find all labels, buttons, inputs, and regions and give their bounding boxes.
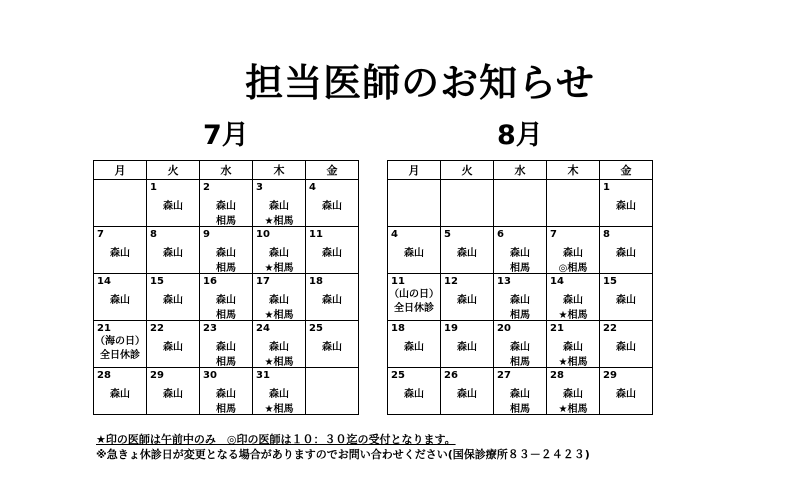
day-number: 4 bbox=[309, 182, 316, 193]
calendar-week-row bbox=[388, 180, 653, 227]
calendar-cell bbox=[200, 180, 253, 227]
doctor-primary: 森山 bbox=[510, 295, 530, 306]
calendar-week-row bbox=[94, 321, 359, 368]
doctor-primary: 森山 bbox=[110, 389, 130, 400]
day-number: 23 bbox=[203, 323, 217, 334]
weekday-header: 金 bbox=[600, 161, 653, 180]
calendar-cell bbox=[441, 274, 494, 321]
doctor-secondary: ★相馬 bbox=[558, 404, 588, 415]
calendar-cell bbox=[200, 227, 253, 274]
doctor-primary: 森山 bbox=[404, 248, 424, 259]
doctor-secondary: 相馬 bbox=[216, 216, 236, 227]
calendar-july bbox=[93, 160, 359, 415]
footer-note-contact: ※急きょ休診日が変更となる場合がありますのでお問い合わせください(国保診療所８３－２４２３) bbox=[96, 448, 590, 461]
day-number: 18 bbox=[391, 323, 405, 334]
calendar-cell bbox=[388, 321, 441, 368]
doctor-primary: 森山 bbox=[216, 201, 236, 212]
calendar-cell bbox=[494, 274, 547, 321]
doctor-primary: 森山 bbox=[110, 248, 130, 259]
doctor-primary: 森山 bbox=[563, 295, 583, 306]
calendar-week-row bbox=[94, 368, 359, 415]
calendar-cell bbox=[547, 274, 600, 321]
doctor-primary: 森山 bbox=[216, 248, 236, 259]
calendar-cell bbox=[94, 227, 147, 274]
doctor-primary: 森山 bbox=[269, 389, 289, 400]
day-number: 25 bbox=[391, 370, 405, 381]
day-number: 16 bbox=[203, 276, 217, 287]
calendar-cell bbox=[494, 368, 547, 415]
calendar-cell bbox=[253, 180, 306, 227]
day-number: 19 bbox=[444, 323, 458, 334]
day-number: 6 bbox=[497, 229, 504, 240]
doctor-primary: 森山 bbox=[322, 295, 342, 306]
day-number: 11 bbox=[309, 229, 323, 240]
calendar-august bbox=[387, 160, 653, 415]
day-number: 22 bbox=[150, 323, 164, 334]
doctor-primary: 森山 bbox=[563, 248, 583, 259]
doctor-primary: 森山 bbox=[322, 201, 342, 212]
calendar-cell bbox=[547, 227, 600, 274]
calendar-cell bbox=[600, 321, 653, 368]
calendar-cell bbox=[494, 321, 547, 368]
calendar-cell bbox=[147, 227, 200, 274]
calendar-cell bbox=[200, 321, 253, 368]
day-number: 12 bbox=[444, 276, 458, 287]
doctor-secondary: 相馬 bbox=[510, 263, 530, 274]
calendar-cell bbox=[547, 368, 600, 415]
doctor-primary: 森山 bbox=[510, 389, 530, 400]
weekday-header: 金 bbox=[306, 161, 359, 180]
doctor-primary: 森山 bbox=[510, 342, 530, 353]
holiday-note-line: 全日休診 bbox=[100, 350, 140, 361]
day-number: 1 bbox=[150, 182, 157, 193]
day-number: 1 bbox=[603, 182, 610, 193]
day-number: 4 bbox=[391, 229, 398, 240]
doctor-secondary: ★相馬 bbox=[264, 404, 294, 415]
doctor-primary: 森山 bbox=[404, 342, 424, 353]
doctor-primary: 森山 bbox=[269, 295, 289, 306]
calendar-cell bbox=[600, 274, 653, 321]
calendar-cell bbox=[441, 368, 494, 415]
calendar-cell bbox=[147, 368, 200, 415]
doctor-primary: 森山 bbox=[269, 342, 289, 353]
doctor-secondary: ★相馬 bbox=[264, 263, 294, 274]
day-number: 8 bbox=[150, 229, 157, 240]
calendar-cell bbox=[94, 321, 147, 368]
doctor-primary: 森山 bbox=[616, 201, 636, 212]
doctor-primary: 森山 bbox=[510, 248, 530, 259]
day-number: 17 bbox=[256, 276, 270, 287]
calendar-cell bbox=[306, 274, 359, 321]
doctor-secondary: 相馬 bbox=[216, 263, 236, 274]
day-number: 7 bbox=[97, 229, 104, 240]
calendar-cell bbox=[147, 180, 200, 227]
day-number: 13 bbox=[497, 276, 511, 287]
doctor-secondary: ★相馬 bbox=[264, 216, 294, 227]
calendar-cell bbox=[94, 274, 147, 321]
calendar-cell bbox=[547, 180, 600, 227]
day-number: 28 bbox=[97, 370, 111, 381]
calendar-cell bbox=[94, 368, 147, 415]
day-number: 2 bbox=[203, 182, 210, 193]
doctor-primary: 森山 bbox=[457, 342, 477, 353]
doctor-primary: 森山 bbox=[457, 248, 477, 259]
calendar-cell bbox=[306, 227, 359, 274]
calendar-cell bbox=[388, 274, 441, 321]
calendar-cell bbox=[388, 368, 441, 415]
day-number: 14 bbox=[97, 276, 111, 287]
doctor-primary: 森山 bbox=[616, 295, 636, 306]
doctor-primary: 森山 bbox=[216, 342, 236, 353]
day-number: 24 bbox=[256, 323, 270, 334]
day-number: 28 bbox=[550, 370, 564, 381]
day-number: 22 bbox=[603, 323, 617, 334]
calendar-week-row bbox=[388, 227, 653, 274]
doctor-primary: 森山 bbox=[322, 248, 342, 259]
doctor-secondary: 相馬 bbox=[216, 357, 236, 368]
doctor-primary: 森山 bbox=[163, 389, 183, 400]
doctor-primary: 森山 bbox=[163, 295, 183, 306]
holiday-note-line: （山の日） bbox=[389, 289, 439, 300]
calendar-cell bbox=[253, 321, 306, 368]
calendar-cell bbox=[253, 274, 306, 321]
doctor-secondary: 相馬 bbox=[510, 310, 530, 321]
calendar-cell bbox=[441, 227, 494, 274]
day-number: 3 bbox=[256, 182, 263, 193]
doctor-primary: 森山 bbox=[269, 201, 289, 212]
doctor-primary: 森山 bbox=[110, 295, 130, 306]
calendar-cell bbox=[388, 227, 441, 274]
doctor-primary: 森山 bbox=[616, 342, 636, 353]
doctor-secondary: ★相馬 bbox=[558, 357, 588, 368]
day-number: 31 bbox=[256, 370, 270, 381]
doctor-primary: 森山 bbox=[616, 248, 636, 259]
day-number: 10 bbox=[256, 229, 270, 240]
calendar-cell bbox=[253, 227, 306, 274]
calendar-cell bbox=[494, 180, 547, 227]
calendar-cell bbox=[94, 180, 147, 227]
doctor-secondary: ◎相馬 bbox=[558, 263, 588, 274]
doctor-primary: 森山 bbox=[457, 389, 477, 400]
weekday-header: 月 bbox=[94, 161, 147, 180]
day-number: 9 bbox=[203, 229, 210, 240]
holiday-note bbox=[388, 288, 440, 316]
calendar-week-row bbox=[94, 180, 359, 227]
weekday-header: 水 bbox=[200, 161, 253, 180]
page-title: 担当医師のお知らせ bbox=[245, 61, 595, 105]
day-number: 21 bbox=[550, 323, 564, 334]
holiday-note bbox=[94, 335, 146, 363]
calendar-cell bbox=[306, 368, 359, 415]
calendar-week-row bbox=[388, 321, 653, 368]
month-title-july: 7月 bbox=[203, 120, 249, 151]
doctor-secondary: ★相馬 bbox=[558, 310, 588, 321]
calendar-cell bbox=[253, 368, 306, 415]
calendar-cell bbox=[600, 180, 653, 227]
calendar-cell bbox=[147, 321, 200, 368]
calendar-cell bbox=[600, 227, 653, 274]
calendar-week-row bbox=[388, 274, 653, 321]
day-number: 18 bbox=[309, 276, 323, 287]
day-number: 30 bbox=[203, 370, 217, 381]
calendar-week-row bbox=[94, 274, 359, 321]
doctor-primary: 森山 bbox=[269, 248, 289, 259]
weekday-header: 水 bbox=[494, 161, 547, 180]
month-title-august: 8月 bbox=[497, 120, 543, 151]
calendar-cell bbox=[388, 180, 441, 227]
doctor-secondary: 相馬 bbox=[510, 357, 530, 368]
doctor-primary: 森山 bbox=[216, 295, 236, 306]
doctor-primary: 森山 bbox=[563, 389, 583, 400]
calendar-cell bbox=[200, 274, 253, 321]
day-number: 26 bbox=[444, 370, 458, 381]
doctor-primary: 森山 bbox=[457, 295, 477, 306]
day-number: 5 bbox=[444, 229, 451, 240]
day-number: 25 bbox=[309, 323, 323, 334]
day-number: 7 bbox=[550, 229, 557, 240]
holiday-note-line: 全日休診 bbox=[394, 303, 434, 314]
doctor-primary: 森山 bbox=[163, 342, 183, 353]
doctor-secondary: 相馬 bbox=[216, 404, 236, 415]
weekday-header: 火 bbox=[147, 161, 200, 180]
day-number: 29 bbox=[150, 370, 164, 381]
footer-note-marks: ★印の医師は午前中のみ ◎印の医師は１０：３０迄の受付となります。 bbox=[96, 433, 456, 446]
calendar-week-row bbox=[388, 368, 653, 415]
day-number: 15 bbox=[150, 276, 164, 287]
day-number: 21 bbox=[97, 323, 111, 334]
calendar-cell bbox=[200, 368, 253, 415]
weekday-header: 木 bbox=[547, 161, 600, 180]
day-number: 14 bbox=[550, 276, 564, 287]
day-number: 11 bbox=[391, 276, 405, 287]
doctor-primary: 森山 bbox=[216, 389, 236, 400]
day-number: 27 bbox=[497, 370, 511, 381]
doctor-primary: 森山 bbox=[563, 342, 583, 353]
calendar-week-row bbox=[94, 227, 359, 274]
day-number: 29 bbox=[603, 370, 617, 381]
day-number: 15 bbox=[603, 276, 617, 287]
weekday-header: 月 bbox=[388, 161, 441, 180]
calendar-cell bbox=[547, 321, 600, 368]
weekday-header: 木 bbox=[253, 161, 306, 180]
calendar-cell bbox=[441, 321, 494, 368]
calendar-cell bbox=[306, 180, 359, 227]
doctor-primary: 森山 bbox=[163, 201, 183, 212]
calendar-cell bbox=[441, 180, 494, 227]
day-number: 8 bbox=[603, 229, 610, 240]
doctor-primary: 森山 bbox=[322, 342, 342, 353]
doctor-secondary: 相馬 bbox=[216, 310, 236, 321]
doctor-secondary: 相馬 bbox=[510, 404, 530, 415]
doctor-primary: 森山 bbox=[404, 389, 424, 400]
doctor-primary: 森山 bbox=[163, 248, 183, 259]
calendar-cell bbox=[494, 227, 547, 274]
calendar-cell bbox=[147, 274, 200, 321]
weekday-header: 火 bbox=[441, 161, 494, 180]
calendar-cell bbox=[600, 368, 653, 415]
doctor-secondary: ★相馬 bbox=[264, 310, 294, 321]
doctor-primary: 森山 bbox=[616, 389, 636, 400]
calendar-cell bbox=[306, 321, 359, 368]
doctor-secondary: ★相馬 bbox=[264, 357, 294, 368]
holiday-note-line: （海の日） bbox=[95, 336, 145, 347]
day-number: 20 bbox=[497, 323, 511, 334]
